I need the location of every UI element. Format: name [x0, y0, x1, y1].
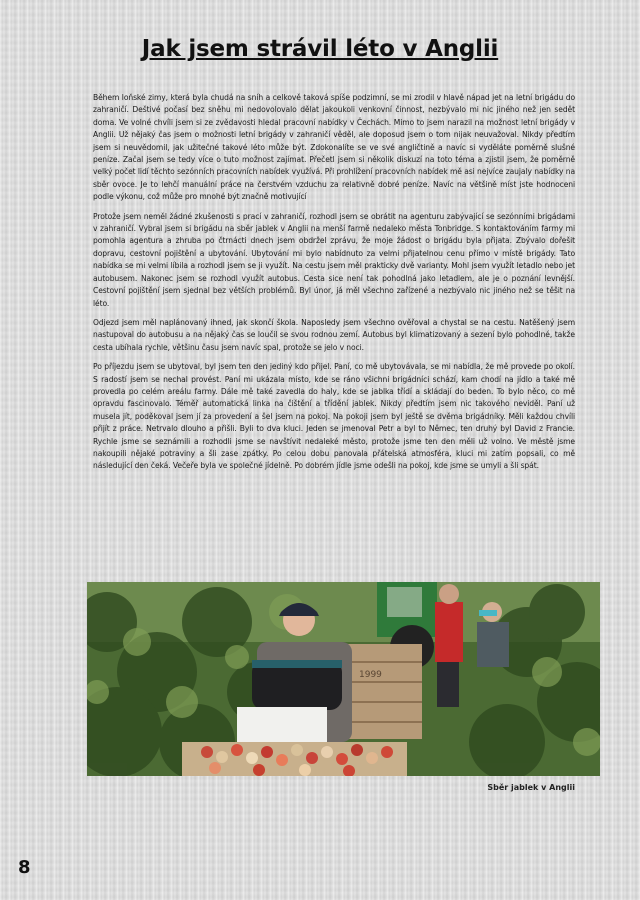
apple-harvest-photo	[87, 582, 600, 776]
paragraph: Protože jsem neměl žádné zkušenosti s prací v zahraničí, rozhodl jsem se obrátit na agenturu zabývající se sezónními brigádami v zahraničí. Vybral jsem si brigádu na sběr jablek v Anglii na menší farmě nedaleko města Tonbridge. S kontaktováním farmy mi pomohla agentura a zhruba po čtrnácti dnech jsem obdržel zprávu, že moje žádost o brigádu byla přijata. Zbývalo dořešit dopravu, cestovní pojištění a ubytování. Ubytování mi bylo nabídnuto za velmi přijatelnou cenu přímo v místě brigády. Tato nabídka se mi velmi líbila a rozhodl jsem se ji využít. Na cestu jsem měl prakticky dvě varianty. Mohl jsem využít letadlo nebo jet autobusem. Nakonec jsem se rozhodl využít autobus. Cesta sice není tak pohodlná jako letadlem, ale je o poznání levnější. Cestovní pojištění jsem sjednal bez větších problémů. Byl únor, já měl všechno zařízené a nezbývalo nic jiného než se těšit na léto.	[93, 211, 575, 308]
page-title: Jak jsem strávil léto v Anglii	[141, 36, 499, 62]
crate-label: 1999	[359, 670, 382, 680]
paragraph: Po příjezdu jsem se ubytoval, byl jsem ten den jediný kdo přijel. Paní, co mě ubytovávala, se mi nabídla, že mě provede po okolí. S radostí jsem se nechal provést. Paní mi ukázala místo, kde se ráno všichni brigádníci schází, kam chodí na jídlo a také mě provedla po celém areálu farmy. Dále mě také zavedla do haly, kde se jablka třídí a skládají do beden. To bylo něco, co mě opravdu fascinovalo. Téměř automatická linka na čištění a třídění jablek. Nikdy předtím jsem nic takového neviděl. Paní už musela jít, poděkoval jsem jí za provedení a šel jsem na pokoj. Na pokoji jsem byl ještě se dvěma brigádníky. Měli každou chvíli přijít z práce. Netrvalo dlouho a přišli. Byli to dva kluci. Jeden se jmenoval Petr a byl to Němec, ten druhý byl David z Francie. Rychle jsme se seznámili a rozhodli jsme se navštívit nedaleké město, protože jsme ten den měli už volno. Ve městě jsme nakoupili nějaké potraviny a šli zase zpátky. Po celou dobu panovala přátelská atmosféra, kluci mi zatím popsali, co mě následující den čeká. Večeře byla ve společné jídelně. Po dobrém jídle jsme odešli na pokoj, kde jsme se umyli a šli spát.	[93, 362, 575, 471]
paragraph: Během loňské zimy, která byla chudá na sníh a celkově taková spíše podzimní, se mi zrodil v hlavě nápad jet na letní brigádu do zahraničí. Deštivé počasí bez sněhu mi nedovolovalo dělat jakoukoli venkovní činnost, nezbývalo mi nic jiného než jen sedět doma. Ve volné chvíli jsem si ze zvědavosti hledal pracovní nabídky v Čechách. Mimo to jsem narazil na možnost letní brigády v Anglii. Už nějaký čas jsem o možnosti letní brigády v zahraničí věděl, ale doposud jsem o tom nijak neuvažoval. Nikdy předtím jsem si neuvědomil, jak užitečné takové léto může být. Zdokonalíte se ve své angličtině a navíc si vyděláte poměrně slušné peníze. Začal jsem se tedy více o tuto možnost zajímat. Přečetl jsem si několik diskuzí na toto téma a zjistil jsem, že poměrně velký počet lidí těchto sezónních pracovních nabídek využívá. Při prohlížení pracovních nabídek mě asi nejvíce zaujaly nabídky na sběr ovoce. Je to lehčí manuální práce na čerstvém vzduchu za relativně dobré peníze. Navíc na většině míst jste hodnoceni podle výkonu, což může pro mnohé být značně motivující	[93, 93, 575, 202]
paragraph: Odjezd jsem měl naplánovaný ihned, jak skončí škola. Naposledy jsem všechno ověřoval a chystal se na cestu. Natěšený jsem nastupoval do autobusu a na nějaký čas se loučil se svou rodnou zemí. Autobus byl klimatizovaný a sezení bylo pohodlné, takže cesta ubíhala rychle, většinu času jsem navíc spal, protože se jelo v noci.	[93, 317, 575, 352]
photo-caption: Sběr jablek v Anglii	[487, 783, 575, 792]
article-body	[93, 92, 575, 480]
page-number: 8	[18, 857, 31, 878]
